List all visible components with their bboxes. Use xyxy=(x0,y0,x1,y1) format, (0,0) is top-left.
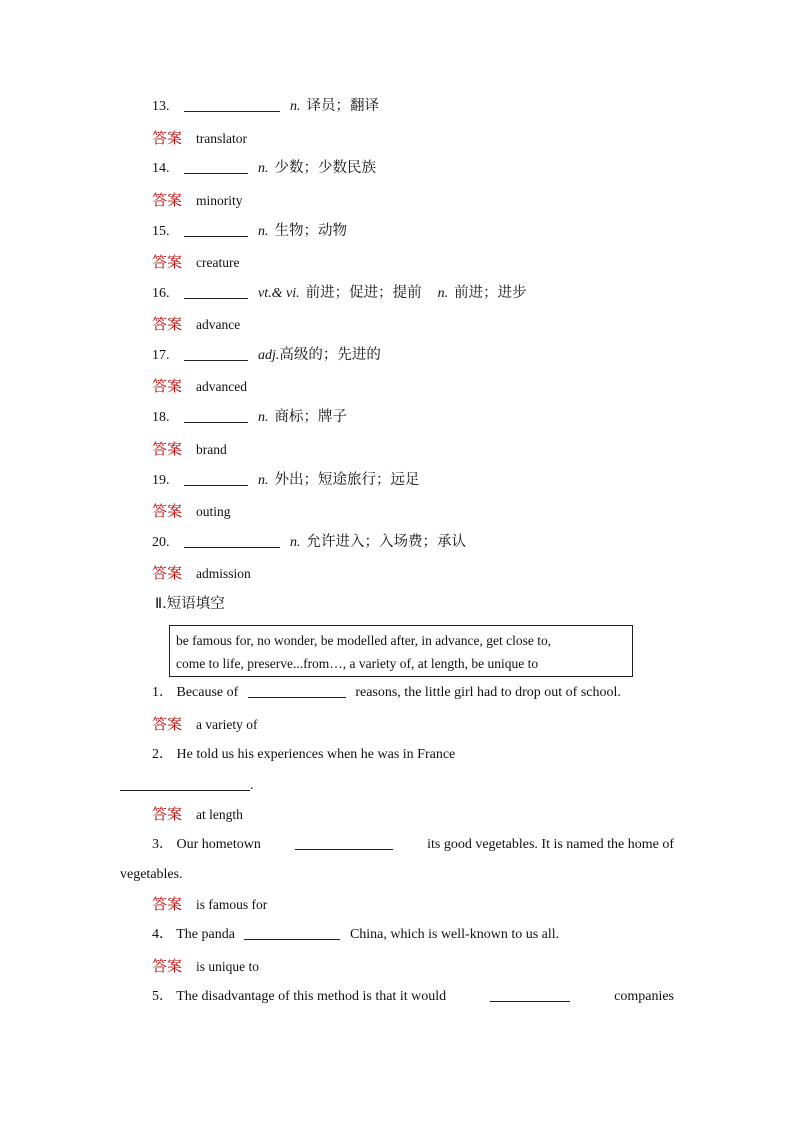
part-of-speech: n. xyxy=(258,410,269,425)
item-number: 19. xyxy=(152,473,170,488)
question-number: 3． xyxy=(152,837,173,852)
answer-text: advance xyxy=(196,317,241,332)
part-of-speech: vt.& vi. xyxy=(258,286,300,301)
answer-label: 答案 xyxy=(152,957,183,975)
answer-label: 答案 xyxy=(152,564,183,582)
answer-label: 答案 xyxy=(152,715,183,733)
vocab-item-17 xyxy=(152,345,381,366)
item-number: 20. xyxy=(152,535,170,550)
answer-blank[interactable] xyxy=(184,346,248,361)
answer-blank[interactable] xyxy=(184,284,248,299)
part-of-speech: n. xyxy=(258,224,269,239)
item-number: 18. xyxy=(152,410,170,425)
answer-line-18 xyxy=(152,439,227,461)
answer-blank[interactable] xyxy=(120,776,250,791)
question-text-after: China, which is well-known to us all. xyxy=(349,927,560,942)
answer-text: outing xyxy=(196,504,231,519)
answer-line-16 xyxy=(152,314,240,336)
meaning: 译员；翻译 xyxy=(306,98,379,114)
vocab-item-16 xyxy=(152,283,527,304)
meaning: 生物；动物 xyxy=(274,223,347,239)
meaning: 少数；少数民族 xyxy=(274,160,376,176)
question-text-tail: . xyxy=(250,778,254,793)
question-2-continuation xyxy=(120,776,254,796)
question-number: 4． xyxy=(152,927,173,942)
item-number: 15. xyxy=(152,224,170,239)
answer-text: a variety of xyxy=(196,717,258,732)
meaning-2: 前进；进步 xyxy=(454,285,527,301)
answer-text: creature xyxy=(196,255,240,270)
answer-label: 答案 xyxy=(152,315,183,333)
question-number: 2． xyxy=(152,747,173,762)
answer-blank[interactable] xyxy=(184,97,280,112)
vocab-item-15 xyxy=(152,221,347,242)
answer-label: 答案 xyxy=(152,253,183,271)
answer-blank[interactable] xyxy=(184,222,248,237)
question-text-after: its good vegetables. It is named the home of xyxy=(427,837,674,852)
question-2 xyxy=(152,745,455,765)
vocab-item-14 xyxy=(152,158,376,179)
section-title: Ⅱ.短语填空 xyxy=(155,596,225,612)
answer-blank[interactable] xyxy=(184,408,248,423)
vocab-item-13 xyxy=(152,96,379,117)
vocab-item-20 xyxy=(152,532,466,553)
question-text-before: Because of xyxy=(176,685,239,700)
item-number: 16. xyxy=(152,286,170,301)
question-text-before: The panda xyxy=(176,927,235,942)
question-number: 1． xyxy=(152,685,173,700)
answer-line-q2 xyxy=(152,804,243,826)
meaning: 前进；促进；提前 xyxy=(305,285,422,301)
item-number: 14. xyxy=(152,161,170,176)
meaning: 允许进入；入场费；承认 xyxy=(306,534,466,550)
part-of-speech: adj. xyxy=(258,348,280,363)
item-number: 17. xyxy=(152,348,170,363)
question-3-continuation: vegetables. xyxy=(120,867,183,882)
answer-text: is famous for xyxy=(196,897,268,912)
answer-text: minority xyxy=(196,193,243,208)
answer-text: admission xyxy=(196,566,251,581)
answer-text: at length xyxy=(196,807,243,822)
question-text-after: companies xyxy=(614,989,674,1004)
part-of-speech: n. xyxy=(290,535,301,550)
answer-line-q3 xyxy=(152,894,267,916)
answer-blank[interactable] xyxy=(248,683,346,698)
answer-label: 答案 xyxy=(152,805,183,823)
answer-line-14 xyxy=(152,190,243,212)
answer-blank[interactable] xyxy=(244,925,340,940)
part-of-speech: n. xyxy=(258,473,269,488)
answer-text: is unique to xyxy=(196,959,260,974)
item-number: 13. xyxy=(152,99,170,114)
answer-label: 答案 xyxy=(152,502,183,520)
question-text-after: reasons, the little girl had to drop out of school. xyxy=(355,685,621,700)
answer-blank[interactable] xyxy=(490,987,570,1002)
part-of-speech: n. xyxy=(258,161,269,176)
answer-line-20 xyxy=(152,563,251,585)
question-text-before: He told us his experiences when he was in France xyxy=(176,747,456,762)
answer-line-15 xyxy=(152,252,239,274)
meaning: 外出；短途旅行；远足 xyxy=(274,472,420,488)
vocab-item-19 xyxy=(152,470,420,491)
answer-line-q4 xyxy=(152,956,259,978)
answer-label: 答案 xyxy=(152,440,183,458)
answer-blank[interactable] xyxy=(184,533,280,548)
answer-line-q1 xyxy=(152,714,257,736)
phrase-bank-line-1: be famous for, no wonder, be modelled after, in advance, get close to, xyxy=(176,633,552,648)
answer-line-17 xyxy=(152,376,247,398)
answer-text: translator xyxy=(196,131,247,146)
answer-blank[interactable] xyxy=(184,471,248,486)
phrase-bank-line-2: come to life, preserve...from…, a variety of, at length, be unique to xyxy=(176,656,539,671)
question-text-before: Our hometown xyxy=(176,837,261,852)
answer-line-19 xyxy=(152,501,231,523)
answer-line-13 xyxy=(152,128,247,150)
question-text-before: The disadvantage of this method is that it would xyxy=(176,989,447,1004)
question-5 xyxy=(152,987,674,1007)
answer-label: 答案 xyxy=(152,129,183,147)
answer-text: advanced xyxy=(196,379,247,394)
meaning: 商标；牌子 xyxy=(274,409,347,425)
answer-text: brand xyxy=(196,442,227,457)
question-3 xyxy=(152,835,674,855)
phrase-bank xyxy=(169,625,633,677)
question-4 xyxy=(152,925,559,945)
question-1 xyxy=(152,683,621,703)
answer-blank[interactable] xyxy=(184,159,248,174)
question-number: 5． xyxy=(152,989,173,1004)
answer-label: 答案 xyxy=(152,191,183,209)
answer-blank[interactable] xyxy=(295,835,393,850)
answer-label: 答案 xyxy=(152,377,183,395)
vocab-item-18 xyxy=(152,407,347,428)
part-of-speech-2: n. xyxy=(437,286,449,301)
part-of-speech: n. xyxy=(290,99,301,114)
answer-label: 答案 xyxy=(152,895,183,913)
meaning: 高级的；先进的 xyxy=(279,347,381,363)
